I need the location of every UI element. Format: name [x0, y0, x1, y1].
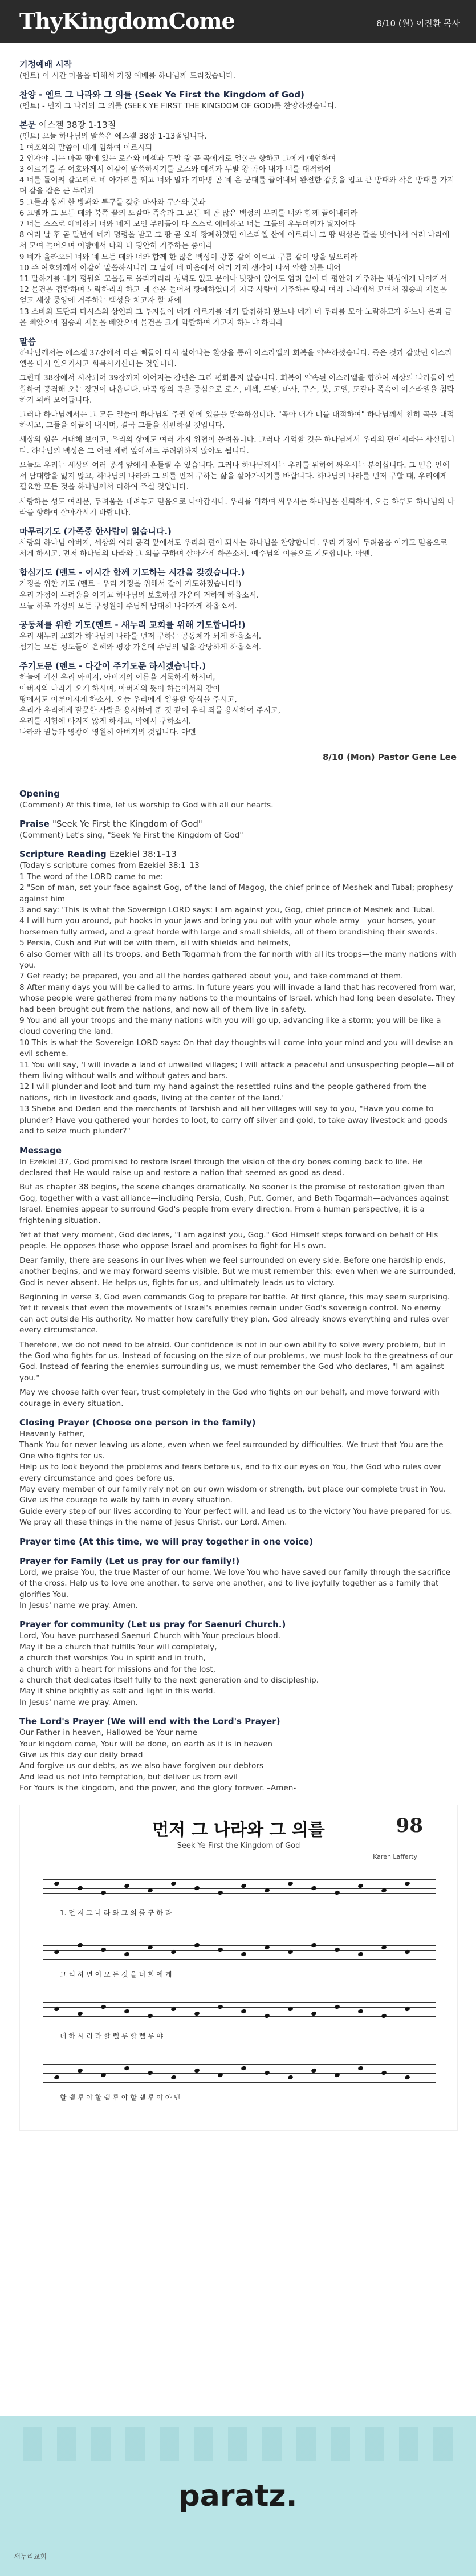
footer-banner	[0, 2416, 476, 2576]
music-note	[147, 2013, 153, 2018]
paragraph: 세상의 힘은 거대해 보이고, 우리의 삶에도 여러 가지 위협이 몰려옵니다. 그러나 기억할 것은 하나님께서 우리의 편이시라는 사실입니다. 하나님의 백성은 그 어떤 세력 앞에서도 두려워하지 않아도 됩니다.	[19, 436, 455, 456]
text-line: 7 너는 스스로 예비하되 너와 네게 모인 무리들이 다 스스로 예비하고 너는 그들의 우두머리가 될지어다	[19, 220, 356, 229]
text-line: a church that worships You in spirit and in truth,	[19, 1653, 206, 1663]
text-line: May it shine brightly as salt and light in this world.	[19, 1687, 215, 1696]
section-title-text: The Lord's Prayer (We will end with the Lord's Prayer)	[19, 1716, 280, 1727]
section-title	[19, 119, 457, 131]
text-line: 하늘에 계신 우리 아버지, 아버지의 이름을 거룩하게 하시며,	[19, 673, 215, 682]
section-title	[19, 1144, 457, 1157]
section-title-text: Prayer for Family (Let us pray for our family!)	[19, 1555, 240, 1566]
church-mark: 새누리교회	[14, 2553, 47, 2561]
header-date: 8/10 (월) 이진환 목사	[376, 18, 460, 29]
paragraph: 오늘도 우리는 세상의 여러 공격 앞에서 흔들릴 수 있습니다. 그러나 하나님께서는 우리를 위하여 싸우시는 분이십니다. 그 믿음 안에서 담대함을 잃지 않고, 하나님의 나라와 그 의를 먼저 구하는 삶을 살아가시기를 바랍니다. 하나님의 나라를 먼저 구할 때, 우리에게 필요한 모든 것을 하나님께서 더하여 주실 것입니다.	[19, 461, 450, 492]
section-title	[19, 660, 457, 672]
music-note	[77, 1885, 83, 1891]
section-reference: 에스겔 38장 1-13절	[39, 120, 116, 131]
text-line: (Comment) At this time, let us worship to God with all our hearts.	[19, 800, 274, 810]
text-line: 10 This is what the Sovereign LORD says: On that day thoughts will come into your mind and you will devise an evil scheme.	[19, 1038, 453, 1059]
section-title-text: Prayer time (At this time, we will pray together in one voice)	[19, 1536, 314, 1547]
text-line: 우리가 우리에게 잘못한 사람을 용서하여 준 것 같이 우리 죄를 용서하여 주시고,	[19, 706, 280, 715]
music-note	[217, 2004, 223, 2009]
text-line: 7 Get ready; be prepared, you and all the hordes gathered about you, and take command of them.	[19, 972, 404, 981]
text-line: 4 I will turn you around, put hooks in your jaws and bring you out with your whole army—your horses, your horsemen fully armed, and a great horde with large and small shields, all of them brandishing their swords.	[19, 916, 438, 937]
music-note	[147, 2070, 153, 2075]
text-line: 10 주 여호와께서 이같이 말씀하시니라 그 날에 네 마음에서 여러 가지 생각이 나서 악한 꾀를 내어	[19, 263, 341, 273]
section-block	[19, 1535, 457, 1548]
section-title	[19, 335, 457, 348]
text-line: Thank You for never leaving us alone, even when we feel surrounded by difficulties. We trust that You are the One who fights for us.	[19, 1440, 444, 1461]
music-note	[404, 1880, 410, 1886]
footer-decoration	[23, 2427, 453, 2461]
section-title	[19, 818, 457, 830]
text-line: May it be a church that fulfills Your will completely,	[19, 1642, 217, 1652]
text-line: 우리 가정이 두려움을 이기고 하나님의 보호하심 가운데 거하게 하옵소서.	[19, 591, 259, 600]
section-title	[19, 848, 457, 860]
music-note	[100, 1890, 107, 1895]
text-line: (멘트) - 먼저 그 나라와 그 의를 (SEEK YE FIRST THE KINGDOM OF GOD)를 찬양하겠습니다.	[19, 102, 337, 111]
text-line: 4 너를 돌이켜 갈고리로 네 아가리를 꿰고 너와 말과 기마병 곧 네 온 군대를 끌어내되 완전한 갑옷을 입고 큰 방패와 작은 방패를 가지며 칼을 잡은 큰 무리와	[19, 176, 455, 196]
section-title-text: 공동체를 위한 기도(멘트 - 새누리 교회를 위해 기도합니다!)	[19, 619, 246, 630]
section-title-text: Scripture Reading	[19, 849, 107, 860]
text-line: 5 그들과 함께 한 방패와 투구를 갖춘 바사와 구스와 붓과	[19, 198, 206, 207]
section-title	[19, 88, 457, 101]
text-line: Your kingdom come, Your will be done, on earth as it is in heaven	[19, 1739, 272, 1749]
section-title-text: Prayer for community (Let us pray for Saenuri Church.)	[19, 1619, 286, 1630]
paragraph: May we choose faith over fear, trust completely in the God who fights on our behalf, and move forward with courage in every situation.	[19, 1388, 440, 1408]
section-block	[19, 1618, 457, 1708]
section-block	[19, 848, 457, 1137]
section-block	[19, 58, 457, 82]
music-note	[77, 1942, 83, 1948]
paragraph: Therefore, we do not need to be afraid. Our confidence is not in our own ability to solve every problem, but in the God who fights for us. Instead of focusing on the size of our problems, we must look to the greatness of our God. Instead of fearing the enemies surrounding us, we must remember the God who declares, "I am against you."	[19, 1340, 453, 1383]
text-line: (멘트) 이 시간 마음을 다해서 가정 예배를 하나님께 드리겠습니다.	[19, 72, 236, 80]
music-note	[124, 1951, 130, 1957]
section-block	[19, 119, 457, 328]
text-line: 6 also Gomer with all its troops, and Beth Togarmah from the far north with all its troops—the many nations with you.	[19, 949, 457, 970]
music-note	[241, 2065, 247, 2071]
text-line: Lord, we praise You, the true Master of our home. We love You who have saved our family through the sacrifice of the cross. Help us to love one another, to serve one another, and to live joyfully together as a family that glorifies You.	[19, 1567, 451, 1599]
text-line: a church that dedicates itself fully to the next generation and to discipleship.	[19, 1675, 319, 1685]
music-note	[381, 2070, 387, 2075]
section-block	[19, 818, 457, 841]
music-note	[404, 2074, 410, 2080]
paragraph: 그러나 하나님께서는 그 모든 일들이 하나님의 주권 안에 있음을 말씀하십니다. "곡아 내가 너를 대적하여" 하나님께서 친히 곡을 대적하시고, 그들을 이끌어 내시며, 결국 그들을 심판하실 것입니다.	[19, 411, 454, 430]
text-line: 3 이르기를 주 여호와께서 이같이 말씀하시기를 로스와 메섹과 두발 왕 곡아 내가 너를 대적하여	[19, 165, 331, 174]
music-note	[194, 1942, 200, 1948]
hymn-lyric: 1. 먼 저 그 나 라 와 그 의 를 구 하 라	[60, 1908, 172, 1917]
text-line: 우리 새누리 교회가 하나님의 나라를 먼저 구하는 공동체가 되게 하옵소서.	[19, 632, 262, 641]
text-line: 나라와 권능과 영광이 영원히 아버지의 것입니다. 아멘	[19, 728, 196, 737]
english-section	[19, 787, 457, 1794]
section-title-text: 기정예배 시작	[19, 59, 72, 70]
section-reference: Ezekiel 38:1–13	[109, 849, 177, 860]
section-block	[19, 619, 457, 653]
paragraph: 하나님께서는 에스겔 37장에서 마른 뼈들이 다시 살아나는 환상을 통해 이스라엘의 회복을 약속하셨습니다. 죽은 것과 같았던 이스라엘을 다시 일으키시고 회복시키신다는 것입니다.	[19, 349, 453, 369]
text-line: Lord, You have purchased Saenuri Church with Your precious blood.	[19, 1631, 281, 1641]
hymn-lyric: 할 렐 루 야 할 렐 루 야 할 렐 루 야 아 멘	[60, 2093, 181, 2102]
music-note	[241, 1951, 247, 1957]
text-line: (멘트) 오늘 하나님의 말씀은 에스겔 38장 1-13절입니다.	[19, 132, 207, 141]
section-title	[19, 525, 457, 538]
page-header	[0, 0, 476, 43]
music-note	[170, 2074, 177, 2080]
text-line: 땅에서도 이루어지게 하소서. 오늘 우리에게 일용할 양식을 주시고,	[19, 695, 237, 704]
music-note	[334, 1890, 340, 1895]
section-block	[19, 88, 457, 112]
section-title	[19, 1555, 457, 1567]
paragraph: Beginning in verse 3, God even commands Gog to prepare for battle. At first glance, this may seem surprising. Yet it reveals that even the movements of Israel's enemies remain under God's sovereign control. No enemy can act outside His authority. No matter how carefully they plan, God already knows everything and rules over every circumstance.	[19, 1292, 450, 1335]
paratz-logo: paratz.	[178, 2479, 298, 2513]
text-line: May every member of our family rely not on our own wisdom or strength, but place our complete trust in You. Give us the courage to walk by faith in every situation.	[19, 1485, 446, 1505]
text-line: 9 네가 올라오되 너와 네 모든 떼와 너와 함께 한 많은 백성이 광풍 같이 이르고 구름 같이 땅을 덮으리라	[19, 253, 358, 262]
paragraph: 그런데 38장에서 시작되어 39장까지 이어지는 장면은 그리 평화롭지 않습니다. 회복이 약속된 이스라엘을 향하여 세상의 나라들이 연합하여 공격해 오는 장면이 나옵니다. 마곡 땅의 곡을 중심으로 로스, 메섹, 두발, 바사, 구스, 붓, 고멜, 도갈마 족속이 이스라엘을 침략하기 위해 모여듭니다.	[19, 374, 455, 405]
hymn-subtitle: Seek Ye First the Kingdom of God	[177, 1841, 300, 1850]
section-block	[19, 525, 457, 559]
section-title	[19, 1618, 457, 1631]
section-title	[19, 1535, 457, 1548]
music-staff	[43, 1941, 436, 1964]
text-line: 11 You will say, 'I will invade a land of unwalled villages; I will attack a peaceful and unsuspecting people—all of them living without walls and without gates and bars.	[19, 1060, 454, 1081]
text-line: 1 The word of the LORD came to me:	[19, 872, 164, 881]
section-block	[19, 1555, 457, 1612]
text-line: Give us this day our daily bread	[19, 1750, 143, 1760]
music-note	[264, 2013, 270, 2018]
text-line: 2 "Son of man, set your face against Gog, of the land of Magog, the chief prince of Meshek and Tubal; prophesy against him	[19, 883, 453, 904]
music-note	[381, 2013, 387, 2018]
music-staff	[43, 2002, 436, 2025]
music-note	[100, 1947, 107, 1952]
music-note	[357, 2008, 364, 2014]
text-line: a church with a heart for missions and for the lost,	[19, 1664, 216, 1674]
korean-section	[19, 58, 457, 738]
music-note	[357, 2065, 364, 2071]
text-line: 오늘 하루 가정의 모든 구성원이 주님께 담대히 나아가게 하옵소서.	[19, 602, 237, 611]
text-line: 섬기는 모든 성도들이 은혜와 평강 가운데 주님의 일을 감당하게 하옵소서.	[19, 643, 262, 652]
section-block	[19, 1715, 457, 1794]
text-line: 12 I will plunder and loot and turn my hand against the resettled ruins and the people gathered from the nations, rich in livestock and goods, living at the center of the land.'	[19, 1082, 427, 1103]
text-line: (Comment) Let's sing, "Seek Ye First the Kingdom of God"	[19, 830, 243, 840]
section-block	[19, 566, 457, 612]
section-block	[19, 1416, 457, 1529]
text-line: Help us to look beyond the problems and fears before us, and to fix our eyes on You, the God who rules over every circumstance and goes before us.	[19, 1462, 441, 1483]
paragraph: In Ezekiel 37, God promised to restore Israel through the vision of the dry bones coming back to life. He declared that He would raise up and restore a nation that seemed as good as dead.	[19, 1157, 423, 1177]
section-title-text: Message	[19, 1145, 62, 1156]
section-block	[19, 335, 457, 518]
text-line: Our Father in heaven, Hallowed be Your name	[19, 1728, 198, 1738]
text-line: 11 말하기를 내가 평원의 고을들로 올라가리라 성벽도 없고 문이나 빗장이 없어도 염려 없이 다 평안히 거주하는 백성에게 나아가서	[19, 275, 447, 284]
section-title	[19, 566, 457, 579]
hymn-sheet	[19, 1805, 458, 2131]
section-title-text: 합심기도 (멘트 - 이시간 함께 기도하는 시간을 갖겠습니다.)	[19, 567, 245, 578]
section-title-text: 찬양 - 엔트 그 나라와 그 의를 (Seek Ye First the Kingdom of God)	[19, 90, 304, 100]
music-note	[54, 2074, 60, 2080]
text-line: In Jesus' name we pray. Amen.	[19, 1697, 138, 1707]
text-line: 5 Persia, Cush and Put will be with them, all with shields and helmets,	[19, 938, 291, 948]
paragraph: But as chapter 38 begins, the scene changes dramatically. No sooner is the promise of restoration given than Gog, together with a vast alliance—including Persia, Cush, Put, Gomer, and Beth Togarmah—advances against Israel. Enemies appear to surround God's people from every direction. From a human perspective, it is a frightening situation.	[19, 1183, 449, 1225]
music-staff	[43, 1879, 436, 1902]
music-note	[311, 1942, 317, 1948]
section-reference: "Seek Ye First the Kingdom of God"	[52, 818, 202, 829]
music-note	[264, 2070, 270, 2075]
hymn-lyric: 더 하 시 리 라 할 렐 루 할 렐 루 야	[60, 2031, 164, 2040]
text-line: 6 고멜과 그 모든 떼와 북쪽 끝의 도갈마 족속과 그 모든 떼 곧 많은 백성의 무리를 너와 함께 끌어내리라	[19, 209, 358, 218]
text-line: And lead us not into temptation, but deliver us from evil	[19, 1772, 238, 1782]
hymn-number: 98	[396, 1814, 423, 1837]
music-note	[170, 1880, 177, 1886]
section-title	[19, 1416, 457, 1429]
music-note	[54, 1880, 60, 1886]
section-block	[19, 787, 457, 811]
text-line: Guide every step of our lives according to Your perfect will, and lead us to the victory You have prepared for us. We pray all these things in the name of Jesus Christ, our Lord. Amen.	[19, 1506, 453, 1527]
text-line: 1 여호와의 말씀이 내게 임하여 이르시되	[19, 143, 153, 152]
text-line: 아버지의 나라가 오게 하시며, 아버지의 뜻이 하늘에서와 같이	[19, 684, 221, 693]
paragraph: 사랑하는 성도 여러분, 두려움을 내려놓고 믿음으로 나아갑시다. 우리를 위하여 싸우시는 하나님을 신뢰하며, 오늘 하루도 하나님의 나라를 향하여 살아가시기 바랍니다.	[19, 497, 455, 517]
text-line: 가정을 위한 기도 (멘트 - 우리 가정을 위해서 같이 기도하겠습니다!)	[19, 580, 242, 589]
music-note	[124, 2008, 130, 2014]
music-note	[287, 1880, 294, 1886]
section-title	[19, 787, 457, 800]
music-note	[217, 1890, 223, 1895]
text-line: 사랑의 하나님 아버지, 세상의 여러 공격 앞에서도 우리의 편이 되시는 하나님을 찬양합니다. 우리 가정이 두려움을 이기고 믿음으로 서게 하시고, 먼저 하나님의 나라와 그 의를 구하며 살아가게 하옵소서. 예수님의 이름으로 기도합니다. 아멘.	[19, 538, 447, 559]
paragraph: Yet at that very moment, God declares, "I am against you, Gog." God Himself steps forward on behalf of His people. He opposes those who oppose Israel and promises to fight for His own.	[19, 1230, 438, 1251]
music-note	[334, 2004, 340, 2009]
text-line: 9 You and all your troops and the many nations with you will go up, advancing like a storm; you will be like a cloud covering the land.	[19, 1016, 441, 1037]
devotion-content	[0, 43, 476, 2131]
music-note	[241, 2008, 247, 2014]
music-note	[100, 2004, 107, 2009]
music-note	[311, 1885, 317, 1891]
section-title	[19, 1715, 457, 1728]
section-title-text: Opening	[19, 788, 60, 799]
section-title-text: 본문	[19, 120, 36, 131]
music-note	[194, 1885, 200, 1891]
text-line: 8 After many days you will be called to arms. In future years you will invade a land that has recovered from war, whose people were gathered from many nations to the mountains of Israel, which had long been desolate. They had been brought out from the nations, and now all of them live in safety.	[19, 982, 457, 1014]
paragraph: Dear family, there are seasons in our lives when we feel surrounded on every side. Before one hardship ends, another begins, and we may forward seems visible. But we must remember this: even when we are surrounded, God is never absent. He helps us, fights for us, and ultimately leads us to victory.	[19, 1256, 456, 1287]
hymn-lyric: 그 리 하 면 이 모 든 것 을 너 희 에 게	[60, 1970, 172, 1978]
music-staff	[43, 2064, 436, 2087]
section-title-text: 주기도문 (멘트 - 다같이 주기도문 하시겠습니다.)	[19, 661, 206, 672]
text-line: Heavenly Father,	[19, 1429, 86, 1439]
text-line: 8 여러 날 후 곧 말년에 네가 명령을 받고 그 땅 곧 오래 황폐하였던 이스라엘 산에 이르리니 그 땅 백성은 칼을 벗어나서 여러 나라에서 모여 들어오며 이방에서 나와 다 평안히 거주하는 중이라	[19, 231, 450, 251]
text-line: 13 Sheba and Dedan and the merchants of Tarshish and all her villages will say to you, "Have you come to plunder? Have you gathered your hordes to loot, to carry off silver and gold, to take away livestock and goods and to seize much plunder?"	[19, 1104, 448, 1136]
hymn-title: 먼저 그 나라와 그 의를	[152, 1819, 325, 1840]
music-note	[124, 2065, 130, 2071]
text-line: For Yours is the kingdom, and the power, and the glory forever. –Amen-	[19, 1783, 296, 1793]
section-title-text: 마무리기도 (가족중 한사람이 읽습니다.)	[19, 526, 172, 537]
hymn-composer: Karen Lafferty	[373, 1852, 417, 1860]
section-block	[19, 1144, 457, 1410]
text-line: 3 and say: 'This is what the Sovereign LORD says: I am against you, Gog, chief prince of Meshek and Tubal.	[19, 905, 436, 915]
music-note	[217, 1947, 223, 1952]
text-line: In Jesus' name we pray. Amen.	[19, 1600, 138, 1610]
section-block	[19, 660, 457, 738]
section-title-text: Praise	[19, 818, 50, 829]
text-line: And forgive us our debts, as we also have forgiven our debtors	[19, 1761, 264, 1771]
text-line: 13 스바와 드단과 다시스의 상인과 그 부자들이 네게 이르기를 네가 탈취하러 왔느냐 네가 네 무리를 모아 노략하고자 하느냐 은과 금을 빼앗으며 짐승과 재물을 빼앗으며 물건을 크게 약탈하여 가고자 하느냐 하리라	[19, 307, 452, 327]
music-note	[357, 1951, 364, 1957]
section-title	[19, 58, 457, 71]
brand-logo: ThyKingdomCome	[19, 8, 235, 34]
music-note	[287, 2074, 294, 2080]
text-line: 12 물건을 겁탈하며 노략하리라 하고 네 손을 들어서 황폐하였다가 지금 사람이 거주하는 땅과 여러 나라에서 모여서 짐승과 재물을 얻고 세상 중앙에 거주하는 백성을 치고자 할 때에	[19, 286, 447, 306]
text-line: 우리를 시험에 빠지지 않게 하시고, 악에서 구하소서.	[19, 717, 192, 726]
section-title-text: 말씀	[19, 336, 36, 347]
music-note	[334, 1947, 340, 1952]
signature: 8/10 (Mon) Pastor Gene Lee	[322, 751, 457, 762]
section-title	[19, 619, 457, 631]
text-line: 2 인자야 너는 마곡 땅에 있는 로스와 메섹과 두발 왕 곧 곡에게로 얼굴을 향하고 그에게 예언하여	[19, 154, 336, 163]
text-line: (Today's scripture comes from Ezekiel 38:1–13	[19, 861, 200, 871]
section-title-text: Closing Prayer (Choose one person in the family)	[19, 1417, 256, 1428]
